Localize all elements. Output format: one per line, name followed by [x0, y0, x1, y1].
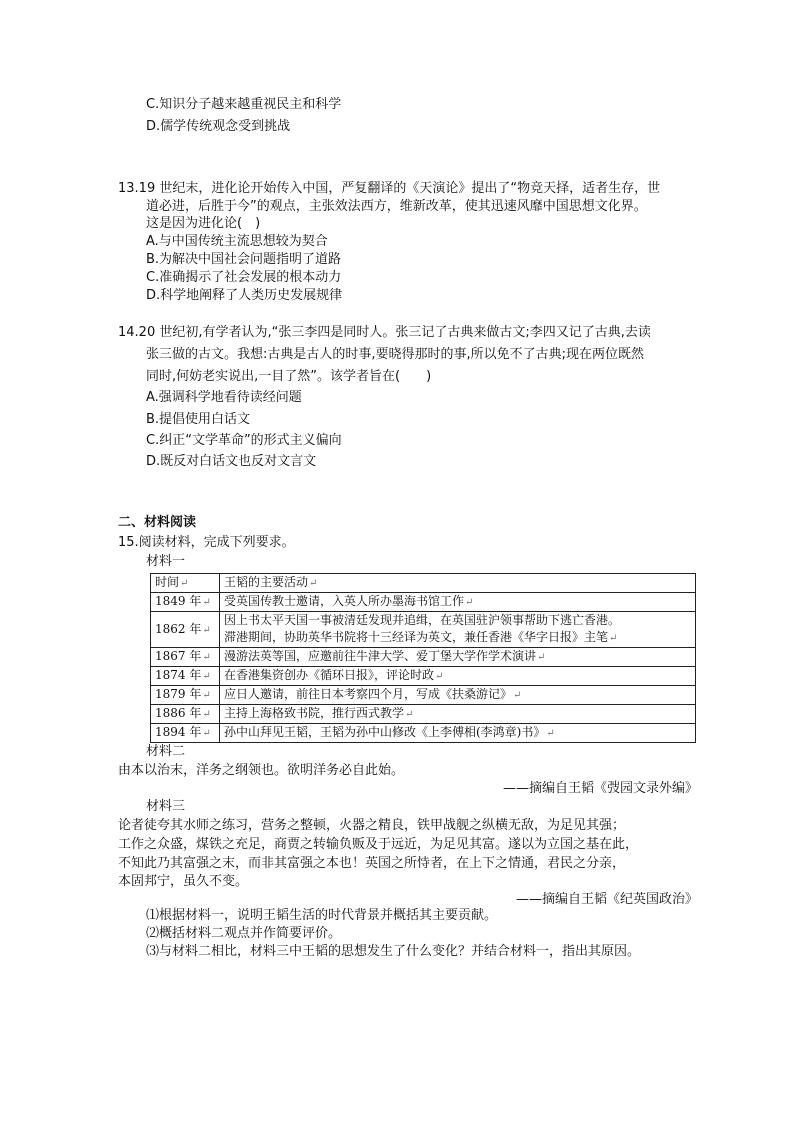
- q13-stem-line-1: 13.19 世纪末，进化论开始传入中国，严复翻译的《天演论》提出了“物竞天择，适者生存，世: [118, 181, 661, 196]
- q14-option-c: C.纠正“文学革命”的形式主义偏向: [146, 433, 342, 448]
- table-cell-activity: 受英国传教士邀请，入英人所办墨海书馆工作↵: [220, 593, 696, 612]
- table-cell-activity: 在香港集资创办《循环日报》，评论时政↵: [220, 667, 696, 686]
- q13-option-d: D.科学地阐释了人类历史发展规律: [146, 288, 343, 303]
- table-cell-activity: 漫游法英等国，应邀前往牛津大学、爱丁堡大学作学术演讲↵: [220, 648, 696, 667]
- table-cell-year: 1862 年↵: [151, 612, 220, 648]
- material2-source: ——摘编自王韬《弢园文录外编》: [502, 781, 698, 796]
- table-cell-year: 1867 年↵: [151, 648, 220, 667]
- q13-option-c: C.准确揭示了社会发展的根本动力: [146, 270, 342, 285]
- table-cell-year: 1894 年↵: [151, 724, 220, 743]
- material3-line-3: 不知此乃其富强之末，而非其富强之本也！英国之所恃者，在上下之情通，君民之分亲，: [118, 856, 626, 871]
- q13-stem-line-3: 这是因为进化论( ): [146, 216, 261, 231]
- q13-stem-line-2: 道必进，后胜于今”的观点，主张效法西方，维新改革，使其迅速风靡中国思想文化界。: [146, 199, 647, 214]
- table-cell-activity: 因上书太平天国一事被清廷发现并追缉，在英国驻沪领事帮助下逃亡香港。 滞港期间，协助英华书院将十三经译为英文，兼任香港《华字日报》主笔↵: [220, 612, 696, 648]
- q13-option-b: B.为解决中国社会问题指明了道路: [146, 252, 342, 267]
- table-header-cell: 时间↵: [151, 574, 220, 593]
- table-cell-year: 1874 年↵: [151, 667, 220, 686]
- table-row: [151, 612, 696, 648]
- activities-table: [150, 573, 696, 743]
- q15-part-3: ⑶与材料二相比，材料三中王韬的思想发生了什么变化？并结合材料一，指出其原因。: [146, 944, 641, 959]
- q15-part-2: ⑵概括材料二观点并作简要评价。: [146, 926, 342, 941]
- material3-source: ——摘编自王韬《纪英国政治》: [515, 892, 698, 907]
- material3-label: 材料三: [146, 799, 186, 814]
- material3-line-1: 论者徒夸其水师之练习，营务之整顿，火器之精良，铁甲战舰之纵横无敌，为足见其强；: [118, 818, 626, 833]
- table-cell-activity: 主持上海格致书院，推行西式教学↵: [220, 705, 696, 724]
- table-row: [151, 705, 696, 724]
- table-cell-year: 1849 年↵: [151, 593, 220, 612]
- material3-line-4: 本固邦宁，虽久不变。: [118, 874, 249, 889]
- q14-stem-line-3: 同时,何妨老实说出,一目了然”。该学者旨在( ): [146, 369, 432, 384]
- table-row: [151, 648, 696, 667]
- material2-label: 材料二: [146, 744, 186, 759]
- q14-stem-line-2: 张三做的古文。我想:古典是古人的时事,要晓得那时的事,所以免不了古典;现在两位既然: [146, 347, 645, 362]
- table-cell-year: 1879 年↵: [151, 686, 220, 705]
- q12-option-c: C.知识分子越来越重视民主和科学: [146, 97, 342, 112]
- material1-label: 材料一: [146, 554, 186, 569]
- q14-option-d: D.既反对白话文也反对文言文: [146, 454, 317, 469]
- material2-text: 由本以治末，洋务之纲领也。欲明洋务必自此始。: [118, 763, 405, 778]
- table-cell-activity: 孙中山拜见王韬，王韬为孙中山修改《上李傅相(李鸿章)书》↵: [220, 724, 696, 743]
- q15-stem: 15.阅读材料，完成下列要求。: [118, 535, 295, 550]
- table-row: [151, 724, 696, 743]
- table-header-cell: 王韬的主要活动↵: [220, 574, 696, 593]
- q14-option-a: A.强调科学地看待读经问题: [146, 390, 302, 405]
- q13-option-a: A.与中国传统主流思想较为契合: [146, 234, 328, 249]
- table-cell-activity: 应日人邀请，前往日本考察四个月，写成《扶桑游记》↵: [220, 686, 696, 705]
- section-title: 二、材料阅读: [118, 515, 197, 530]
- table-cell-year: 1886 年↵: [151, 705, 220, 724]
- q14-stem-line-1: 14.20 世纪初,有学者认为,“张三李四是同时人。张三记了古典来做古文;李四又记了古典,去读: [118, 325, 651, 340]
- q12-option-d: D.儒学传统观念受到挑战: [146, 119, 291, 134]
- q15-part-1: ⑴根据材料一，说明王韬生活的时代背景并概括其主要贡献。: [146, 908, 498, 923]
- table-header-row: [151, 574, 696, 593]
- material3-line-2: 工作之众盛，煤铁之充足，商贾之转输负贩及于远近，为足见其富。遂以为立国之基在此，: [118, 837, 639, 852]
- table-row: [151, 667, 696, 686]
- table-row: [151, 686, 696, 705]
- table-row: [151, 593, 696, 612]
- q14-option-b: B.提倡使用白话文: [146, 412, 251, 427]
